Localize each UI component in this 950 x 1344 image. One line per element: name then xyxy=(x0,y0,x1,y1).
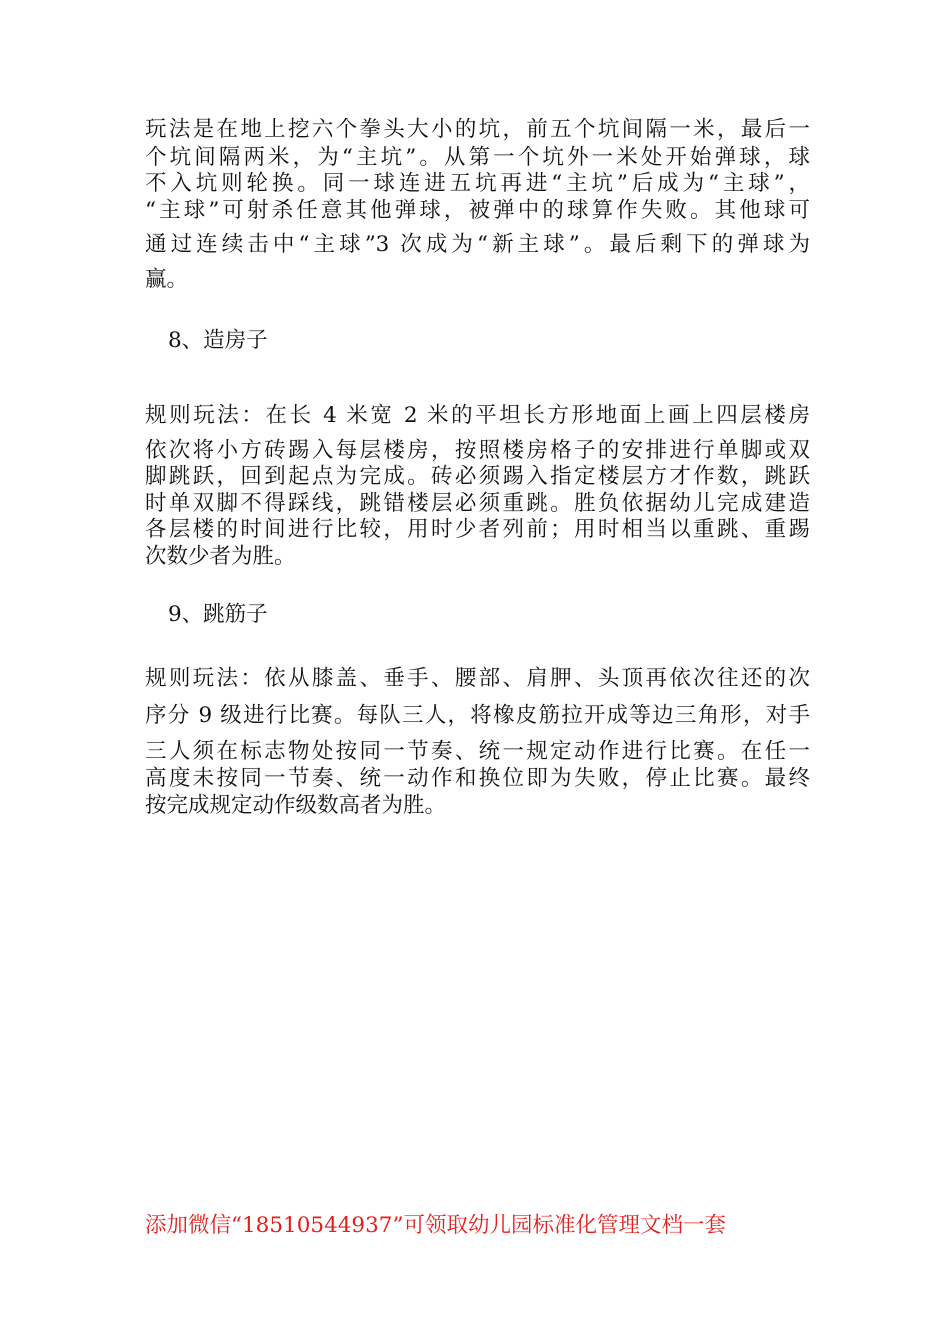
text-line: 各层楼的时间进行比较，用时少者列前；用时相当以重跳、重踢 xyxy=(145,517,810,542)
footer-promo-note: 添加微信“18510544937”可领取幼儿园标准化管理文档一套 xyxy=(145,1213,726,1238)
section-heading-8: 8、造房子 xyxy=(168,328,268,353)
text-line: 个坑间隔两米，为“主坑”。从第一个坑外一米处开始弹球，球 xyxy=(145,145,810,170)
text-line: 次数少者为胜。 xyxy=(145,544,296,569)
text-line: 赢。 xyxy=(145,267,189,292)
text-line: 三人须在标志物处按同一节奏、统一规定动作进行比赛。在任一 xyxy=(145,739,810,764)
text-line: 不入坑则轮换。同一球连进五坑再进“主坑”后成为“主球”， xyxy=(145,171,810,196)
text-line: 规则玩法：在长 4 米宽 2 米的平坦长方形地面上画上四层楼房 xyxy=(145,403,810,428)
text-line: 依次将小方砖踢入每层楼房，按照楼房格子的安排进行单脚或双 xyxy=(145,438,810,463)
text-line: 时单双脚不得踩线，跳错楼层必须重跳。胜负依据幼儿完成建造 xyxy=(145,491,810,516)
text-line: 规则玩法：依从膝盖、垂手、腰部、肩胛、头顶再依次往还的次 xyxy=(145,666,810,691)
section-heading-9: 9、跳筋子 xyxy=(168,602,268,627)
text-line: 脚跳跃，回到起点为完成。砖必须踢入指定楼层方才作数，跳跃 xyxy=(145,464,810,489)
text-line: “主球”可射杀任意其他弹球，被弹中的球算作失败。其他球可 xyxy=(145,198,810,223)
text-line: 序分 9 级进行比赛。每队三人，将橡皮筋拉开成等边三角形，对手 xyxy=(145,703,810,728)
text-line: 玩法是在地上挖六个拳头大小的坑，前五个坑间隔一米，最后一 xyxy=(145,117,810,142)
text-line: 按完成规定动作级数高者为胜。 xyxy=(145,793,447,818)
text-line: 通过连续击中“主球”3 次成为“新主球”。最后剩下的弹球为 xyxy=(145,232,810,257)
text-line: 高度未按同一节奏、统一动作和换位即为失败，停止比赛。最终 xyxy=(145,766,810,791)
